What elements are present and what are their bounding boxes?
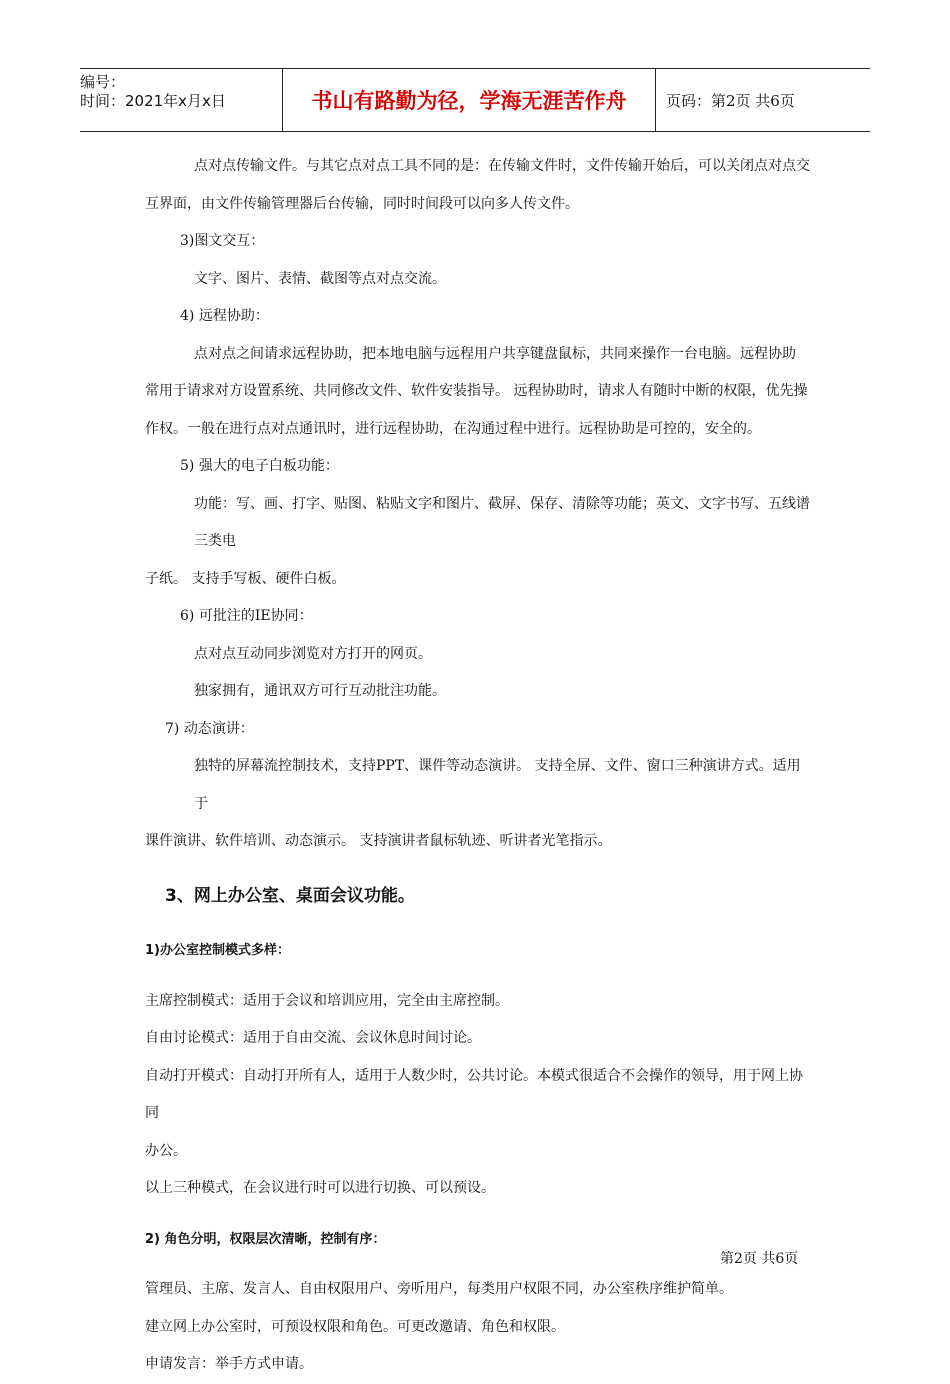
subsection-heading: 2) 角色分明，权限层次清晰，控制有序： xyxy=(145,1231,386,1247)
paragraph: 独特的屏幕流控制技术，支持PPT、课件等动态演讲。 支持全屏、文件、窗口三种演讲方式。适用于 xyxy=(194,758,801,812)
list-item-heading: 6) 可批注的IE协同： xyxy=(180,608,313,624)
list-item-heading: 4) 远程协助： xyxy=(180,308,269,324)
page-header xyxy=(80,68,870,132)
document-body xyxy=(145,148,810,1384)
paragraph: 作权。一般在进行点对点通讯时，进行远程协助，在沟通过程中进行。远程协助是可控的，安全的。 xyxy=(145,420,761,437)
document-time-label: 时间：2021年x月x日 xyxy=(80,92,226,110)
page-footer-number: 第2页 共6页 xyxy=(720,1251,799,1267)
paragraph: 子纸。 支持手写板、硬件白板。 xyxy=(145,570,346,587)
paragraph: 独家拥有，通讯双方可行互动批注功能。 xyxy=(194,683,446,699)
paragraph: 主席控制模式：适用于会议和培训应用，完全由主席控制。 xyxy=(145,992,509,1009)
paragraph: 点对点传输文件。与其它点对点工具不同的是：在传输文件时，文件传输开始后，可以关闭点对点交 xyxy=(194,158,810,174)
document-number-label: 编号： xyxy=(80,73,126,91)
paragraph: 办公。 xyxy=(145,1142,187,1159)
paragraph: 点对点互动同步浏览对方打开的网页。 xyxy=(194,645,432,662)
list-item-heading: 5) 强大的电子白板功能： xyxy=(180,458,339,474)
paragraph: 申请发言：举手方式申请。 xyxy=(145,1356,313,1372)
paragraph: 以上三种模式，在会议进行时可以进行切换、可以预设。 xyxy=(145,1180,495,1196)
paragraph: 自由讨论模式：适用于自由交流、会议休息时间讨论。 xyxy=(145,1030,481,1046)
paragraph: 文字、图片、表情、截图等点对点交流。 xyxy=(194,270,446,287)
paragraph: 管理员、主席、发言人、自由权限用户、旁听用户，每类用户权限不同，办公室秩序维护简单。 xyxy=(145,1281,733,1297)
section-heading: 3、网上办公室、桌面会议功能。 xyxy=(165,885,415,906)
paragraph: 互界面，由文件传输管理器后台传输，同时时间段可以向多人传文件。 xyxy=(145,195,579,212)
header-page-number: 页码：第2页 共6页 xyxy=(666,91,795,110)
list-item-heading: 7) 动态演讲： xyxy=(165,720,254,737)
header-motto: 书山有路勤为径，学海无涯苦作舟 xyxy=(282,69,656,131)
paragraph: 功能：写、画、打字、贴图、粘贴文字和图片、截屏、保存、清除等功能；英文、文字书写、五线谱三类电 xyxy=(194,495,810,549)
paragraph: 自动打开模式：自动打开所有人，适用于人数少时，公共讨论。本模式很适合不会操作的领导，用于网上协同 xyxy=(145,1067,803,1121)
paragraph: 点对点之间请求远程协助，把本地电脑与远程用户共享键盘鼠标，共同来操作一台电脑。远程协助 xyxy=(194,345,796,362)
subsection-heading: 1)办公室控制模式多样： xyxy=(145,943,290,958)
paragraph: 课件演讲、软件培训、动态演示。 支持演讲者鼠标轨迹、听讲者光笔指示。 xyxy=(145,833,612,849)
paragraph: 建立网上办公室时，可预设权限和角色。可更改邀请、角色和权限。 xyxy=(145,1318,565,1335)
list-item-heading: 3)图文交互： xyxy=(180,233,265,249)
header-meta xyxy=(80,69,282,131)
paragraph: 常用于请求对方设置系统、共同修改文件、软件安装指导。 远程协助时，请求人有随时中断的权限，优先操 xyxy=(145,383,808,399)
